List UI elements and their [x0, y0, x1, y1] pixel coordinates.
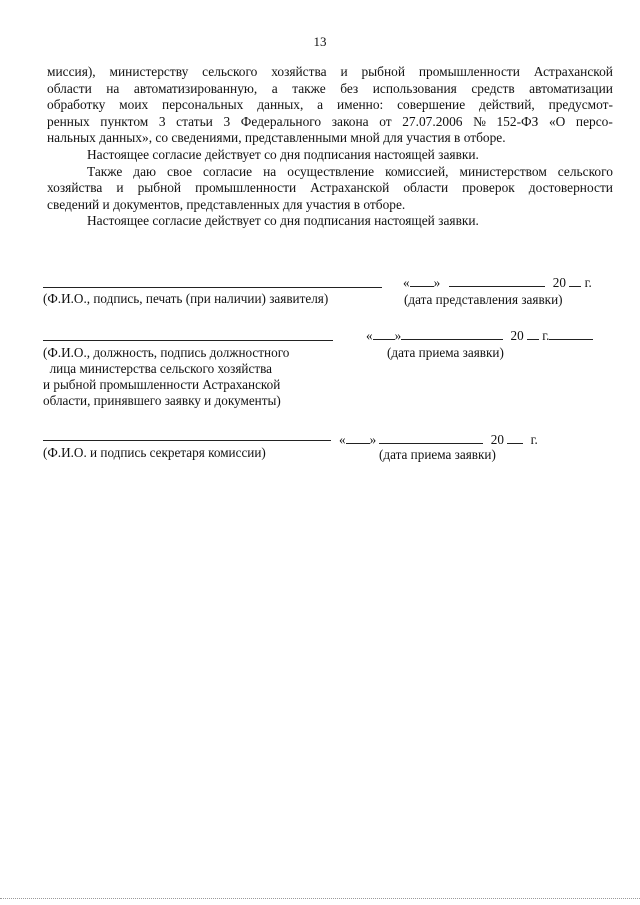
scan-edge-line [0, 898, 640, 899]
word: и [340, 64, 348, 79]
word: проверок [462, 180, 515, 196]
word: хозяйства [271, 64, 327, 79]
word: на [106, 80, 120, 96]
word: Также [87, 163, 123, 179]
word: также [292, 80, 326, 96]
word: совершение [397, 97, 466, 113]
word: данных, [257, 97, 304, 113]
date-open-quote: « [339, 432, 346, 447]
word: а [271, 80, 278, 96]
word: сельского [202, 64, 258, 79]
year-prefix: 20 [552, 275, 566, 290]
word: предусмот- [548, 97, 613, 113]
page-number: 13 [313, 34, 327, 49]
paragraph-1-line-2 [47, 81, 613, 98]
word: на [263, 163, 277, 179]
applicant-date-caption: (дата представления заявки) [404, 292, 563, 307]
day-blank [410, 274, 434, 287]
month-blank [401, 327, 503, 340]
year-suffix: г. [530, 432, 538, 447]
caption-line: области, принявшего заявку и документы) [43, 393, 281, 408]
day-blank [373, 327, 395, 340]
word: даю [133, 163, 157, 179]
official-date-caption: (дата приема заявки) [387, 345, 504, 360]
year-blank [527, 327, 539, 340]
word: действий, [479, 97, 535, 113]
year-suffix: г. [542, 328, 550, 343]
word: достоверности [528, 180, 613, 196]
date-close-quote: » [369, 432, 377, 447]
word: средств [471, 80, 515, 96]
word: 27.07.2006 [402, 113, 463, 129]
word: области [403, 180, 449, 196]
document-body [47, 64, 613, 230]
word: автоматизации [529, 80, 613, 96]
word: министерству [109, 64, 189, 79]
word: от [379, 113, 392, 129]
word: статьи [176, 113, 213, 129]
paragraph-3-line-2 [47, 180, 613, 197]
date-close-quote: » [394, 328, 402, 343]
word: пунктом [100, 113, 149, 129]
word: 152-ФЗ [496, 113, 539, 129]
official-date-field [366, 327, 593, 344]
year-blank [507, 431, 523, 444]
date-open-quote: « [403, 275, 410, 290]
year-suffix: г. [584, 275, 592, 290]
applicant-signature-caption: (Ф.И.О., подпись, печать (при наличии) заявителя) [43, 291, 329, 306]
word: осуществление [287, 163, 375, 179]
word: комиссией, [385, 163, 449, 179]
word: и [116, 180, 124, 196]
word: свое [167, 163, 193, 179]
word: рыбной [137, 180, 182, 196]
text-line: Настоящее согласие действует со дня подписания настоящей заявки. [87, 213, 479, 229]
word: промышленности [195, 180, 297, 196]
text-line: нальных данных», со сведениями, представленными мной для участия в отборе. [47, 130, 506, 146]
trailing-blank [549, 327, 593, 340]
official-signature-caption [43, 345, 289, 409]
word: персо- [575, 113, 613, 129]
word: Астраханской [533, 64, 613, 79]
word: рыбной [361, 64, 406, 79]
secretary-date-field [339, 431, 538, 448]
word: миссия), [47, 64, 96, 79]
word: ренных [47, 113, 90, 129]
word: № [473, 113, 486, 129]
month-blank [449, 274, 545, 287]
word: Астраханской [310, 180, 390, 196]
word: хозяйства [47, 180, 103, 196]
word: «О [548, 113, 566, 129]
word: обработку [47, 97, 106, 113]
paragraph-3-line-1 [47, 164, 613, 181]
year-prefix: 20 [490, 432, 504, 447]
applicant-signature-line [43, 287, 382, 288]
official-signature-line [43, 340, 333, 341]
date-close-quote: » [433, 275, 441, 290]
paragraph-1-line-3 [47, 97, 613, 114]
text-line: Настоящее согласие действует со дня подписания настоящей заявки. [87, 146, 479, 162]
word: использования [372, 80, 457, 96]
secretary-signature-caption: (Ф.И.О. и подпись секретаря комиссии) [43, 445, 266, 460]
year-blank [569, 274, 581, 287]
word: согласие [202, 163, 253, 179]
word: Федерального [240, 113, 322, 129]
month-blank [379, 431, 483, 444]
paragraph-1-line-5 [47, 130, 613, 147]
caption-line: (Ф.И.О., должность, подпись должностного [43, 345, 290, 360]
word: 3 [223, 113, 231, 129]
word: сельского [557, 163, 613, 179]
paragraph-3-line-3 [47, 197, 613, 214]
word: области [47, 80, 92, 96]
secretary-signature-line [43, 440, 331, 441]
applicant-date-field [403, 274, 592, 291]
word: персональных [162, 97, 244, 113]
caption-line: и рыбной промышленности Астраханской [43, 377, 281, 392]
word: промышленности [418, 64, 520, 79]
word: без [340, 80, 359, 96]
secretary-date-caption: (дата приема заявки) [379, 447, 496, 462]
word: закона [331, 113, 369, 129]
paragraph-1-line-4 [47, 114, 613, 131]
word: а [317, 97, 324, 113]
paragraph-4 [47, 213, 613, 230]
word: министерством [459, 163, 547, 179]
word: именно: [336, 97, 384, 113]
paragraph-2 [47, 147, 613, 164]
word: автоматизированную, [133, 80, 258, 96]
caption-line: лица министерства сельского хозяйства [43, 361, 272, 376]
word: 3 [158, 113, 166, 129]
paragraph-1-line-1 [47, 64, 613, 81]
year-prefix: 20 [510, 328, 524, 343]
text-line: сведений и документов, представленных для участия в отборе. [47, 196, 406, 212]
date-open-quote: « [366, 328, 373, 343]
day-blank [346, 431, 370, 444]
word: моих [119, 97, 149, 113]
